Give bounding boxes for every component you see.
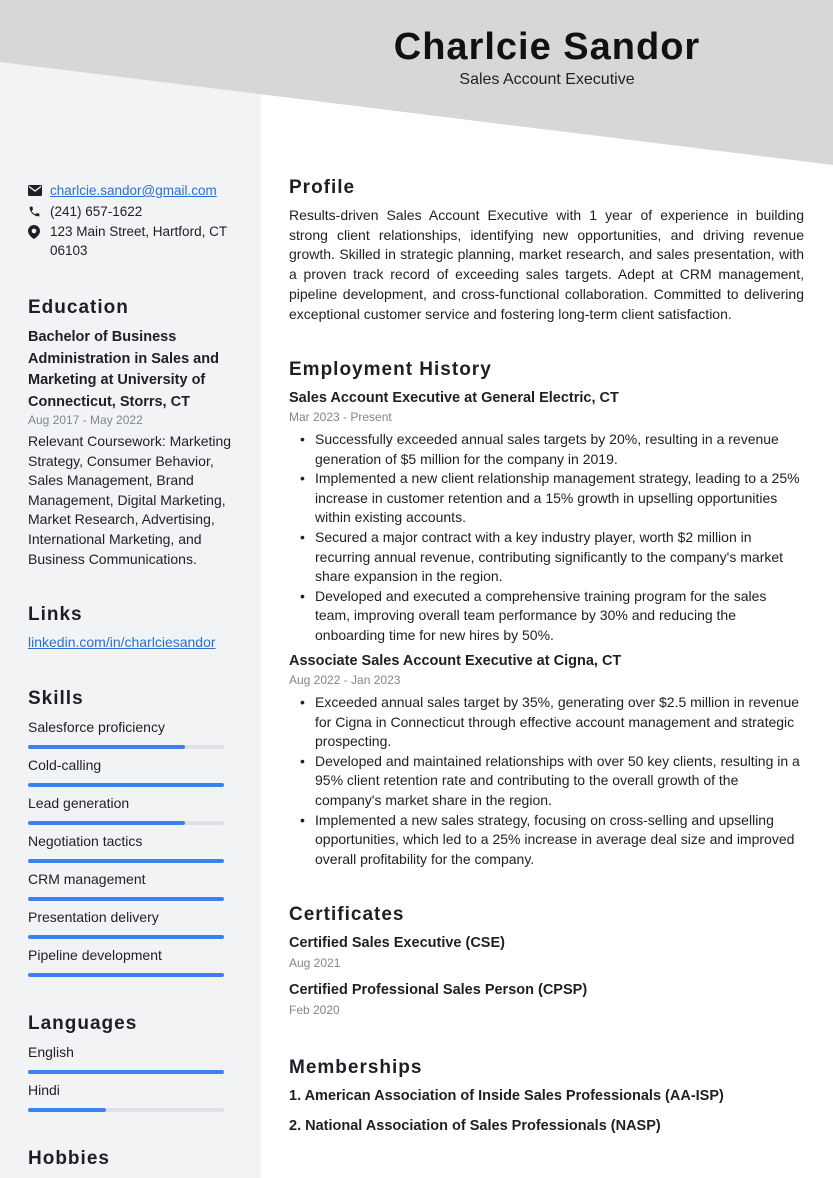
- memberships-heading: Memberships: [289, 1057, 423, 1078]
- hobbies-heading: Hobbies: [28, 1148, 110, 1169]
- education-description: Relevant Coursework: Marketing Strategy, Consumer Behavior, Sales Management, Brand Management, Digital Marketing, Market Research, Advertising, International Marketing, and Business Communications.: [28, 433, 232, 567]
- language-bar: [28, 1108, 224, 1112]
- skill-bar: [28, 821, 224, 825]
- contact-phone-row: [28, 202, 238, 221]
- education-degree: Bachelor of Business Administration in Sales and Marketing at University of Connecticut, Storrs, CT: [28, 329, 219, 410]
- job-bullet: • Exceeded annual sales target by 35%, generating over $2.5 million in revenue for Cigna in Connecticut through effective account management and strategic prospecting.: [297, 693, 804, 752]
- skill-item: [28, 870, 224, 901]
- skill-label: Pipeline development: [28, 947, 162, 963]
- skill-bar-fill: [28, 859, 224, 863]
- education-heading: Education: [28, 297, 129, 318]
- envelope-icon: [28, 181, 50, 200]
- languages-heading: Languages: [28, 1013, 138, 1034]
- skill-bar-fill: [28, 745, 185, 749]
- profile-heading: Profile: [289, 177, 356, 198]
- skill-bar: [28, 783, 224, 787]
- skill-bar: [28, 897, 224, 901]
- membership-item: 1. American Association of Inside Sales Professionals (AA-ISP): [289, 1088, 724, 1104]
- job-title: Associate Sales Account Executive at Cigna, CT: [289, 653, 622, 669]
- candidate-name: Charlcie Sandor: [393, 26, 701, 68]
- skill-label: Negotiation tactics: [28, 833, 143, 849]
- skill-item: [28, 908, 224, 939]
- job-bullet: • Implemented a new client relationship management strategy, leading to a 25% increase in customer retention and a 15% growth in upselling opportunities within existing accounts.: [297, 469, 804, 528]
- skill-bar-fill: [28, 821, 185, 825]
- education-date: Aug 2017 - May 2022: [28, 413, 143, 427]
- membership-item: 2. National Association of Sales Professionals (NASP): [289, 1118, 661, 1134]
- language-item: [28, 1043, 224, 1074]
- phone-text: (241) 657-1622: [50, 203, 143, 219]
- skill-bar: [28, 859, 224, 863]
- profile-text: Results-driven Sales Account Executive with 1 year of experience in building strong client relationships, identifying new opportunities, and driving revenue growth. Skilled in strategic planning, market research, and sales presentation, with a proven track record of exceeding sales targets. Adept at CRM management, pipeline development, and cross-functional collaboration. Committed to delivering exceptional customer service and fostering long-term client satisfaction.: [289, 207, 804, 322]
- skill-label: Cold-calling: [28, 757, 102, 773]
- job-bullets: [297, 430, 804, 646]
- sidebar-background: [0, 0, 261, 1178]
- job-bullets: [297, 693, 804, 869]
- job-date: Aug 2022 - Jan 2023: [289, 673, 401, 687]
- phone-icon: [28, 202, 50, 221]
- skill-item: [28, 946, 224, 977]
- language-bar-fill: [28, 1070, 224, 1074]
- skill-bar-fill: [28, 897, 224, 901]
- certificate-name: Certified Professional Sales Person (CPSP): [289, 982, 588, 998]
- job-bullet: • Successfully exceeded annual sales targets by 20%, resulting in a revenue generation of $5 million for the company in 2019.: [297, 430, 804, 469]
- job-bullet: • Developed and maintained relationships with over 50 key clients, resulting in a 95% client retention rate and contributing to the overall growth of the company's market share in the region.: [297, 752, 804, 811]
- skill-label: Lead generation: [28, 795, 130, 811]
- language-label: Hindi: [28, 1082, 60, 1098]
- skill-item: [28, 756, 224, 787]
- language-bar-fill: [28, 1108, 106, 1112]
- skill-bar-fill: [28, 935, 224, 939]
- language-bar: [28, 1070, 224, 1074]
- job-bullet: • Implemented a new sales strategy, focusing on cross-selling and upselling opportunities, which led to a 25% increase in average deal size and improved overall profitability for the company.: [297, 811, 804, 870]
- email-link[interactable]: charlcie.sandor@gmail.com: [50, 183, 217, 198]
- contact-email-row: [28, 181, 238, 200]
- skill-label: CRM management: [28, 871, 146, 887]
- job-bullet: • Developed and executed a comprehensive training program for the sales team, improving overall team performance by 30% and reducing the onboarding time for new hires by 50%.: [297, 587, 804, 646]
- skill-bar-fill: [28, 783, 224, 787]
- job-bullet: • Secured a major contract with a key industry player, worth $2 million in recurring annual revenue, contributing significantly to the company's market share expansion in the region.: [297, 528, 804, 587]
- job-date: Mar 2023 - Present: [289, 410, 392, 424]
- employment-heading: Employment History: [289, 359, 492, 380]
- skill-item: [28, 832, 224, 863]
- links-heading: Links: [28, 604, 83, 625]
- certificate-date: Aug 2021: [289, 956, 341, 970]
- job-title: Sales Account Executive at General Electric, CT: [289, 390, 619, 406]
- language-label: English: [28, 1044, 74, 1060]
- skill-item: [28, 718, 224, 749]
- skill-label: Salesforce proficiency: [28, 719, 165, 735]
- linkedin-link[interactable]: linkedin.com/in/charlciesandor: [28, 634, 216, 650]
- certificates-heading: Certificates: [289, 904, 405, 925]
- skill-bar: [28, 745, 224, 749]
- candidate-title: Sales Account Executive: [459, 71, 635, 88]
- language-item: [28, 1081, 224, 1112]
- certificate-date: Feb 2020: [289, 1003, 340, 1017]
- skills-heading: Skills: [28, 688, 84, 709]
- map-pin-icon: [28, 222, 50, 241]
- address-text: 123 Main Street, Hartford, CT 06103: [50, 224, 227, 258]
- skill-bar: [28, 973, 224, 977]
- contact-address-row: [28, 222, 238, 260]
- certificate-name: Certified Sales Executive (CSE): [289, 935, 505, 951]
- skill-bar: [28, 935, 224, 939]
- skill-label: Presentation delivery: [28, 909, 159, 925]
- contact-block: [28, 181, 238, 262]
- skill-bar-fill: [28, 973, 224, 977]
- skill-item: [28, 794, 224, 825]
